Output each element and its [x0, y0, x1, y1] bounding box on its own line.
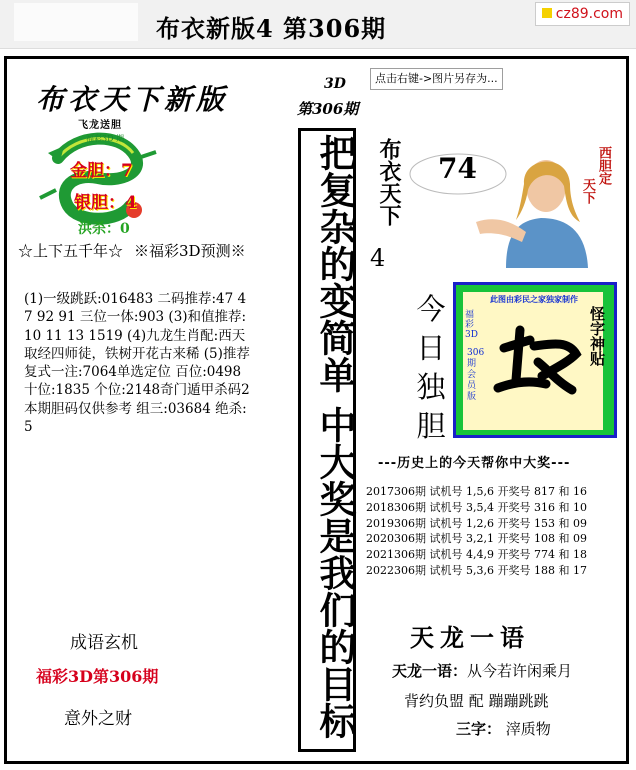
history-row: 2017306期 试机号 1,5,6 开奖号 817 和 16 — [366, 485, 587, 498]
vertical-brand-number: 4 — [370, 244, 386, 272]
gold-dan: 金胆：7 — [70, 161, 133, 181]
idiom-answer: 意外之财 — [64, 709, 132, 729]
three-char-text: 滓质物 — [505, 720, 551, 738]
site-badge[interactable] — [535, 2, 630, 26]
history-row: 2018306期 试机号 3,5,4 开奖号 316 和 10 — [366, 500, 587, 514]
hongsha-label: 洪杀：0 — [78, 221, 130, 237]
green-box-mid-text: 306 期会员版 — [467, 348, 485, 402]
slogan-prediction: ※福彩3D预测※ — [134, 242, 246, 260]
green-box-left-text: 福彩3D — [465, 310, 478, 340]
history-row: 2022306期 试机号 5,3,6 开奖号 188 和 17 — [366, 563, 587, 577]
tianlong-text-1: 从今若许闲乘月 — [467, 662, 573, 680]
header-blank-box — [14, 3, 138, 41]
vertical-brand: 布衣天下 — [376, 138, 402, 226]
vertical-slogan: 把复杂的变简单 中大奖是我们的目标 — [313, 134, 357, 739]
side-text-red: 西胆定 — [596, 146, 611, 185]
brand-title: 布衣天下新版 — [36, 83, 229, 116]
green-box-right-text: 怪字神贴 — [588, 306, 606, 366]
bubble-number: 74 — [438, 152, 477, 185]
history-row: 2021306期 试机号 4,4,9 开奖号 774 和 18 — [366, 548, 587, 562]
slogan-history: ☆上下五千年☆ — [18, 242, 124, 260]
silver-dan: 银胆：4 — [74, 193, 137, 213]
brand-subtitle: 飞龙送胆 — [78, 120, 122, 131]
tianlong-line-2: 背约负盟 配 蹦蹦跳跳 — [404, 692, 549, 710]
three-char-prefix: 三字： — [456, 720, 502, 738]
history-row: 2019306期 试机号 1,2,6 开奖号 153 和 09 — [366, 516, 587, 530]
center-3d-tag: 3D — [324, 76, 346, 92]
page-title: 布衣新版4 第306期 — [156, 14, 387, 43]
history-row: 2020306期 试机号 3,2,1 开奖号 108 和 09 — [366, 532, 587, 546]
dragon-badge: 福彩3D 期 — [86, 134, 125, 143]
side-text-red-2: 天下 — [580, 178, 595, 204]
tianlong-line-1 — [392, 660, 572, 681]
prediction-text: (1)一级跳跃:016483 二码推荐:47 47 92 91 三位一体:903 (3)和值推荐:10 11 13 1519 (4)九龙生肖配:西天取经四师徒，铁树开花古来稀 (5)推荐复式一注:7064单选定位 百位:0498 十位:1835 个位:2148奇门遁甲杀码2 本期胆码仅供参考 组三:03684 绝杀:5 — [24, 291, 250, 436]
tianlong-prefix: 天龙一语： — [392, 662, 468, 680]
woman-illustration-icon — [476, 150, 606, 268]
strange-character-icon — [490, 318, 582, 406]
center-issue: 第306期 — [297, 100, 359, 118]
site-badge-label: cz89.com — [555, 6, 623, 22]
green-box-top-text: 此图由彩民之家独家制作 — [490, 294, 578, 304]
idiom-label: 成语玄机 — [70, 633, 138, 653]
today-dan-label: 今日独胆 — [416, 292, 446, 443]
tianlong-line-3 — [456, 718, 551, 739]
tianlong-title: 天龙一语 — [410, 623, 530, 652]
issue-label: 福彩3D第306期 — [36, 667, 159, 686]
save-image-hint[interactable]: 点击右键->图片另存为... — [370, 68, 503, 90]
history-list — [366, 484, 587, 579]
badge-square-icon — [542, 8, 552, 18]
history-title: ---历史上的今天帮你中大奖--- — [378, 456, 571, 471]
